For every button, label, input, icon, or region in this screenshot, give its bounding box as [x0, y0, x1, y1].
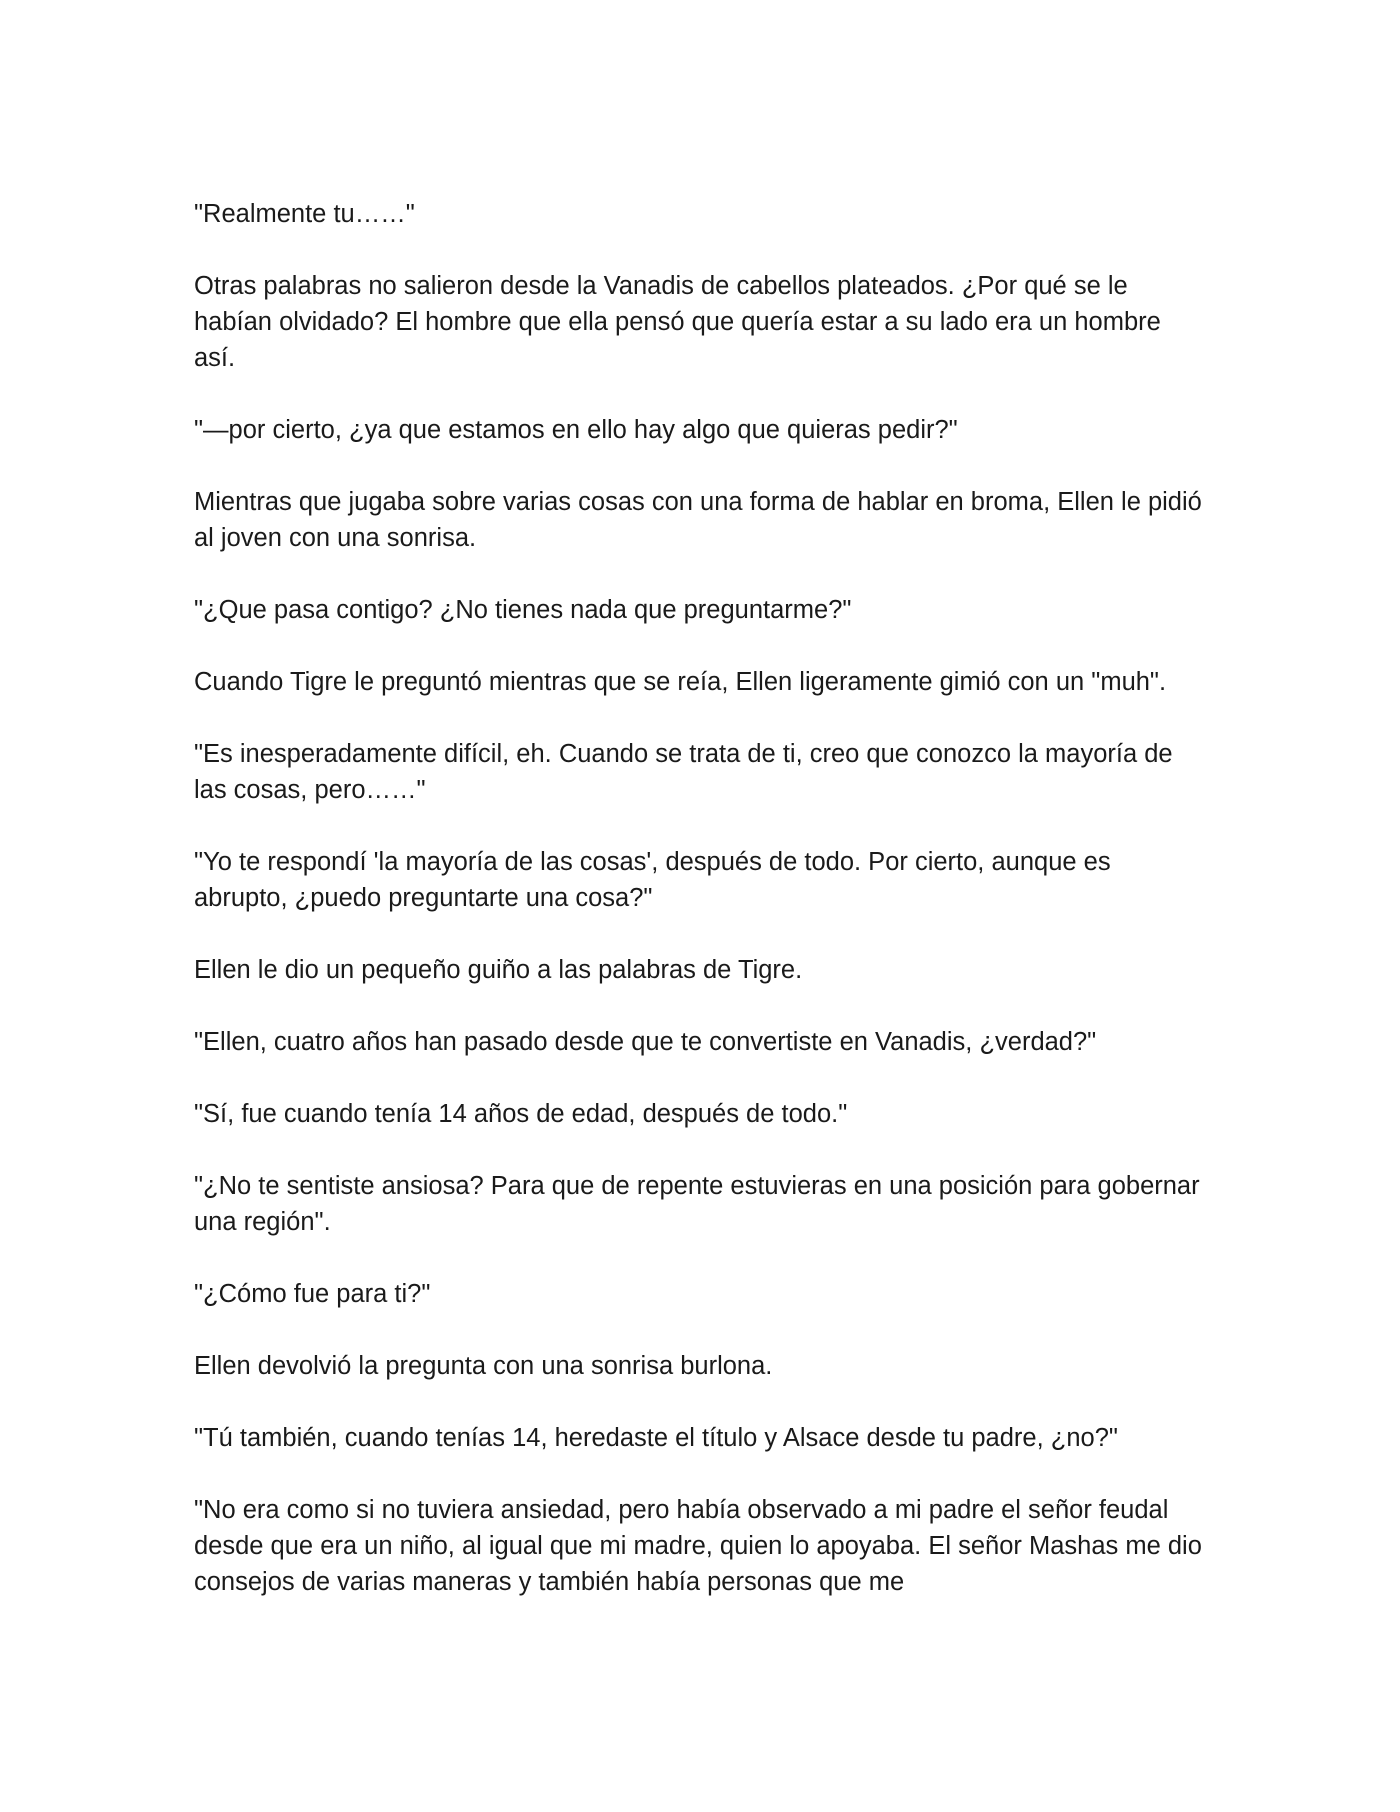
paragraph: "Es inesperadamente difícil, eh. Cuando se trata de ti, creo que conozco la mayoría de las cosas, pero……" [194, 740, 1173, 804]
paragraph: "¿No te sentiste ansiosa? Para que de repente estuvieras en una posición para gobernar una región". [194, 1172, 1200, 1236]
paragraph: Cuando Tigre le preguntó mientras que se reía, Ellen ligeramente gimió con un "muh". [194, 668, 1167, 696]
paragraph: Otras palabras no salieron desde la Vanadis de cabellos plateados. ¿Por qué se le habían olvidado? El hombre que ella pensó que quería estar a su lado era un hombre así. [194, 272, 1161, 372]
paragraph: "Sí, fue cuando tenía 14 años de edad, después de todo." [194, 1100, 848, 1128]
paragraph: Mientras que jugaba sobre varias cosas con una forma de hablar en broma, Ellen le pidió al joven con una sonrisa. [194, 488, 1202, 552]
document-body [194, 196, 1206, 1636]
paragraph: Ellen devolvió la pregunta con una sonrisa burlona. [194, 1352, 773, 1380]
paragraph: "¿Que pasa contigo? ¿No tienes nada que preguntarme?" [194, 596, 852, 624]
paragraph: "¿Cómo fue para ti?" [194, 1280, 431, 1308]
paragraph: Ellen le dio un pequeño guiño a las palabras de Tigre. [194, 956, 803, 984]
paragraph: "No era como si no tuviera ansiedad, pero había observado a mi padre el señor feudal desde que era un niño, al igual que mi madre, quien lo apoyaba. El señor Mashas me dio consejos de varias maneras y también había personas que me [194, 1496, 1202, 1596]
paragraph: "Tú también, cuando tenías 14, heredaste el título y Alsace desde tu padre, ¿no?" [194, 1424, 1118, 1452]
paragraph: "Realmente tu……" [194, 200, 415, 228]
paragraph: "—por cierto, ¿ya que estamos en ello hay algo que quieras pedir?" [194, 416, 958, 444]
paragraph: "Ellen, cuatro años han pasado desde que te convertiste en Vanadis, ¿verdad?" [194, 1028, 1097, 1056]
paragraph: "Yo te respondí 'la mayoría de las cosas', después de todo. Por cierto, aunque es abrupto, ¿puedo preguntarte una cosa?" [194, 848, 1111, 912]
